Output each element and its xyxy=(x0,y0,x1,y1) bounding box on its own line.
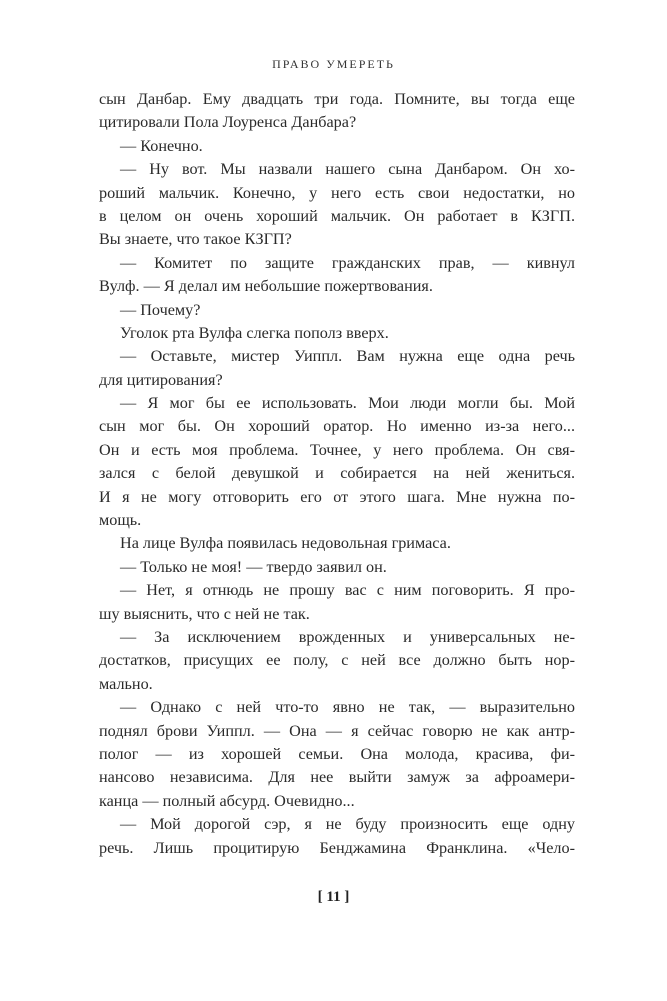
text-line: — Нет, я отнюдь не прошу вас с ним поговорить. Я про- xyxy=(120,581,575,600)
text-line: мощь. xyxy=(99,511,142,530)
text-line: сын Данбар. Ему двадцать три года. Помните, вы тогда еще xyxy=(99,90,575,108)
text-line: — Однако с ней что-то явно не так, — выразительно xyxy=(120,698,575,717)
text-line: Вулф. — Я делал им небольшие пожертвования. xyxy=(99,277,433,296)
text-line: в целом он очень хороший мальчик. Он работает в КЗГП. xyxy=(99,206,575,225)
text-line: цитировали Пола Лоуренса Данбара? xyxy=(99,113,357,132)
running-head: ПРАВО УМЕРЕТЬ xyxy=(272,57,395,71)
text-line: — Только не моя! — твердо заявил он. xyxy=(120,557,387,576)
text-line: — Ну вот. Мы назвали нашего сына Данбаром. Он хо- xyxy=(120,160,575,179)
text-line: — Конечно. xyxy=(120,136,203,155)
text-line: Уголок рта Вулфа слегка пополз вверх. xyxy=(120,323,389,342)
text-line: Вы знаете, что такое КЗГП? xyxy=(99,230,292,249)
text-line: мально. xyxy=(99,674,153,693)
text-line: — Комитет по защите гражданских прав, — кивнул xyxy=(120,253,575,272)
text-line: — За исключением врожденных и универсальных не- xyxy=(120,627,575,646)
text-line: — Мой дорогой сэр, я не буду произносить еще одну xyxy=(120,815,575,834)
text-line: — Почему? xyxy=(120,300,201,319)
text-line: — Оставьте, мистер Уиппл. Вам нужна еще одна речь xyxy=(120,347,575,366)
text-line: роший мальчик. Конечно, у него есть свои недостатки, но xyxy=(99,183,575,202)
body-text xyxy=(99,88,575,860)
text-line: — Я мог бы ее использовать. Мои люди могли бы. Мой xyxy=(120,394,575,413)
text-line: для цитирования? xyxy=(99,370,223,389)
text-line: зался с белой девушкой и собирается на ней жениться. xyxy=(99,464,575,483)
text-line: полог — из хорошей семьи. Она молода, красива, фи- xyxy=(99,744,575,763)
text-line: поднял брови Уиппл. — Она — я сейчас говорю не как антр- xyxy=(99,721,575,740)
text-line: И я не могу отговорить его от этого шага. Мне нужна по- xyxy=(99,487,575,506)
text-line: Он и есть моя проблема. Точнее, у него проблема. Он свя- xyxy=(99,440,575,459)
text-line: нансово независима. Для нее выйти замуж за афроамери- xyxy=(99,768,575,787)
text-line: канца — полный абсурд. Очевидно... xyxy=(99,791,355,810)
text-line: достатков, присущих ее полу, с ней все должно быть нор- xyxy=(99,651,575,670)
page-number: [ 11 ] xyxy=(317,889,350,905)
text-line: сын мог бы. Он хороший оратор. Но именно из-за него... xyxy=(99,417,575,436)
text-line: шу выяснить, что с ней не так. xyxy=(99,604,310,623)
text-line: На лице Вулфа появилась недовольная гримаса. xyxy=(120,534,451,553)
text-line: речь. Лишь процитирую Бенджамина Франклина. «Чело- xyxy=(99,838,575,857)
